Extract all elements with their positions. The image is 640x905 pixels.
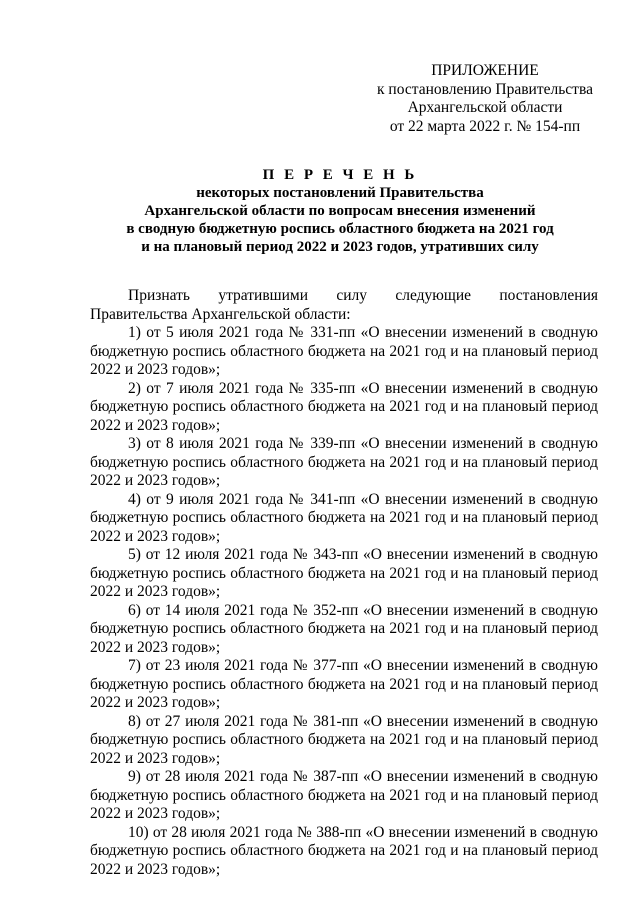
list-item bbox=[90, 824, 598, 880]
list-item bbox=[90, 602, 598, 658]
item-text: от 12 июля 2021 года № 343-пп «О внесении изменений в сводную бюджетную роспись областного бюджета на 2021 год и на плановый период 2022 и 2023 годов»; bbox=[90, 546, 598, 600]
list-item bbox=[90, 768, 598, 824]
item-number: 8) bbox=[128, 712, 141, 730]
item-number: 5) bbox=[128, 546, 141, 563]
title-line: некоторых постановлений Правительства bbox=[196, 185, 484, 201]
title-line: и на плановый период 2022 и 2023 годов, утративших силу bbox=[141, 239, 539, 255]
item-text: от 5 июля 2021 года № 331-пп «О внесении изменений в сводную бюджетную роспись областного бюджета на 2021 год и на плановый период 2022 и 2023 годов»; bbox=[90, 324, 598, 378]
item-number: 7) bbox=[128, 657, 141, 674]
list-item bbox=[90, 713, 598, 769]
item-text: от 7 июля 2021 года № 335-пп «О внесении изменений в сводную бюджетную роспись областного бюджета на 2021 год и на плановый период 2022 и 2023 годов»; bbox=[90, 379, 598, 434]
item-number: 2) bbox=[128, 379, 141, 397]
document-title bbox=[60, 166, 620, 256]
appendix-title: ПРИЛОЖЕНИЕ bbox=[431, 62, 539, 79]
item-number: 3) bbox=[128, 435, 141, 452]
item-text: от 9 июля 2021 года № 341-пп «О внесении изменений в сводную бюджетную роспись областного бюджета на 2021 год и на плановый период 2022 и 2023 годов»; bbox=[90, 490, 598, 545]
intro-paragraph: Признать утратившими силу следующие постановления Правительства Архангельской области: bbox=[90, 287, 598, 323]
item-number: 1) bbox=[128, 324, 141, 341]
list-item bbox=[90, 435, 598, 491]
title-line: в сводную бюджетную роспись областного бюджета на 2021 год bbox=[126, 221, 554, 237]
item-text: от 28 июля 2021 года № 388-пп «О внесении изменений в сводную бюджетную роспись областного бюджета на 2021 год и на плановый период 2022 и 2023 годов»; bbox=[90, 823, 598, 878]
list-item bbox=[90, 324, 598, 380]
list-item bbox=[90, 380, 598, 436]
item-text: от 14 июля 2021 года № 352-пп «О внесении изменений в сводную бюджетную роспись областного бюджета на 2021 год и на плановый период 2022 и 2023 годов»; bbox=[90, 601, 598, 656]
item-number: 6) bbox=[128, 601, 141, 619]
item-number: 9) bbox=[128, 768, 141, 785]
appendix-line: к постановлению Правительства bbox=[377, 80, 593, 98]
item-number: 4) bbox=[128, 490, 141, 508]
item-text: от 27 июля 2021 года № 381-пп «О внесении изменений в сводную бюджетную роспись областного бюджета на 2021 год и на плановый период 2022 и 2023 годов»; bbox=[90, 712, 598, 767]
item-text: от 28 июля 2021 года № 387-пп «О внесении изменений в сводную бюджетную роспись областного бюджета на 2021 год и на плановый период 2022 и 2023 годов»; bbox=[90, 768, 598, 822]
item-number: 10) bbox=[128, 823, 149, 841]
list-item bbox=[90, 546, 598, 602]
appendix-date: от 22 марта 2022 г. № 154-пп bbox=[389, 117, 581, 135]
list-item bbox=[90, 491, 598, 547]
item-text: от 23 июля 2021 года № 377-пп «О внесении изменений в сводную бюджетную роспись областного бюджета на 2021 год и на плановый период 2022 и 2023 годов»; bbox=[90, 657, 598, 711]
appendix-block bbox=[340, 62, 630, 136]
document-body bbox=[90, 287, 598, 879]
title-line: Архангельской области по вопросам внесения изменений bbox=[144, 203, 536, 219]
list-item bbox=[90, 657, 598, 713]
title-heading: П Е Р Е Ч Е Н Ь bbox=[262, 167, 418, 183]
item-text: от 8 июля 2021 года № 339-пп «О внесении изменений в сводную бюджетную роспись областного бюджета на 2021 год и на плановый период 2022 и 2023 годов»; bbox=[90, 435, 598, 489]
appendix-line: Архангельской области bbox=[407, 99, 563, 116]
